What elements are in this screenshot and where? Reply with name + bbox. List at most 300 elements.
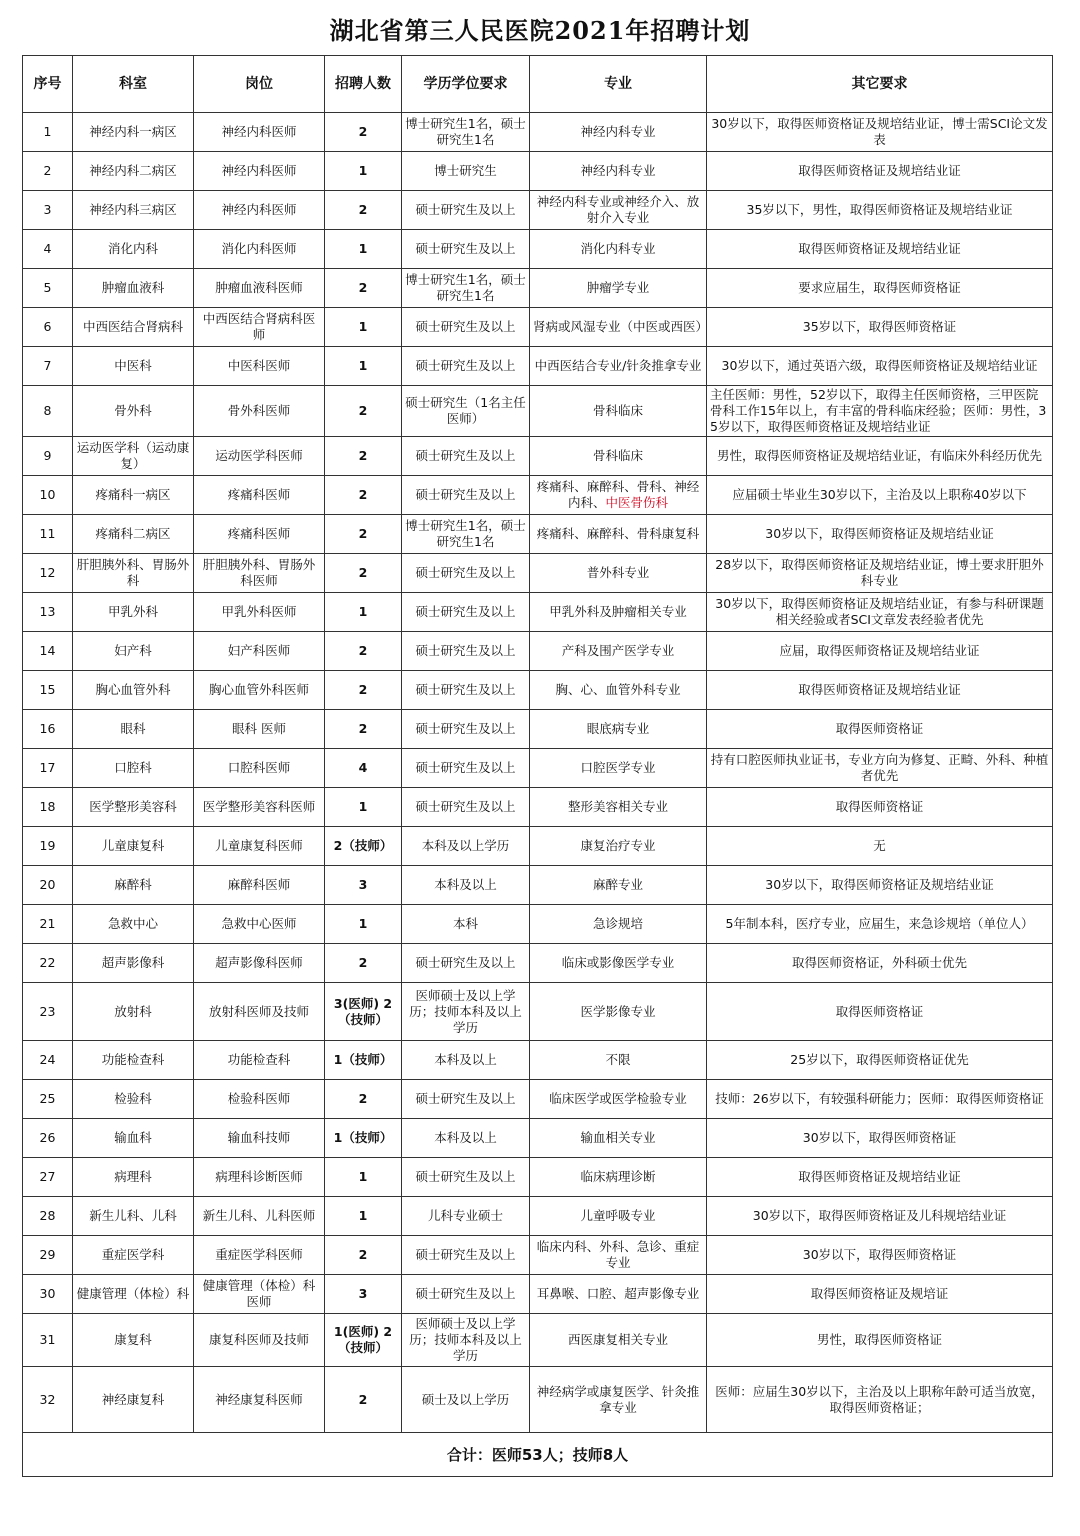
cell-edu: [402, 1367, 530, 1433]
cell-dept: [73, 1367, 194, 1433]
cell-other: [707, 1119, 1053, 1158]
cell-no: [23, 905, 73, 944]
cell-no-text: 7: [43, 358, 52, 373]
cell-no: [23, 230, 73, 269]
cell-post-text: 疼痛科医师: [227, 487, 291, 502]
cell-major-text: 胸、心、血管外科专业: [555, 682, 681, 697]
cell-count-text: 1(医师) 2（技师）: [333, 1324, 393, 1355]
cell-other-text: 取得医师资格证: [835, 1003, 924, 1019]
cell-no-text: 24: [39, 1052, 56, 1067]
cell-post-text: 儿童康复科医师: [215, 838, 303, 853]
cell-no-text: 25: [39, 1091, 56, 1106]
cell-no: [23, 1314, 73, 1367]
table-row: [23, 710, 1053, 749]
cell-no-text: 8: [43, 403, 52, 418]
cell-count: [325, 710, 402, 749]
cell-no: [23, 983, 73, 1041]
cell-post-text: 骨外科医师: [227, 403, 291, 418]
cell-major: [530, 788, 707, 827]
cell-count: [325, 1041, 402, 1080]
cell-post: [194, 347, 325, 386]
cell-post-text: 中医科医师: [227, 358, 291, 373]
cell-edu: [402, 269, 530, 308]
cell-other: [707, 671, 1053, 710]
cell-post: [194, 866, 325, 905]
cell-post-text: 肿瘤血液科医师: [215, 280, 303, 295]
cell-post: [194, 1041, 325, 1080]
cell-no: [23, 1275, 73, 1314]
recruitment-table: [22, 55, 1053, 1477]
cell-dept-text: 运动医学科（运动康复）: [76, 440, 190, 471]
cell-major-text: 临床医学或医学检验专业: [549, 1091, 687, 1106]
table-row: [23, 476, 1053, 515]
cell-edu-text: 硕士研究生及以上: [415, 202, 516, 217]
cell-major: [530, 476, 707, 515]
cell-major: [530, 1314, 707, 1367]
table-row: [23, 230, 1053, 269]
cell-major-text: 消化内科专业: [580, 241, 656, 256]
cell-count-text: 2: [358, 487, 368, 502]
cell-other-text: 35岁以下，取得医师资格证: [802, 319, 957, 334]
cell-count: [325, 1119, 402, 1158]
cell-post: [194, 308, 325, 347]
cell-count-text: 2: [358, 643, 368, 658]
cell-edu-text: 硕士研究生及以上: [415, 799, 516, 814]
cell-no-text: 26: [39, 1130, 56, 1145]
cell-edu-text: 硕士研究生及以上: [415, 955, 516, 970]
table-row: [23, 788, 1053, 827]
cell-major-text: 肾病或风湿专业（中医或西医）: [533, 319, 709, 334]
cell-dept-text: 疼痛科一病区: [95, 487, 171, 502]
table-row: [23, 515, 1053, 554]
cell-edu-text: 硕士研究生及以上: [415, 1169, 516, 1184]
cell-major: [530, 308, 707, 347]
cell-major: [530, 191, 707, 230]
cell-post-text: 中西医结合肾病科医师: [202, 311, 316, 342]
cell-major-text: 神经内科专业: [580, 124, 656, 139]
cell-dept: [73, 476, 194, 515]
cell-other: [707, 191, 1053, 230]
cell-count: [325, 230, 402, 269]
cell-count-text: 2: [358, 955, 368, 970]
cell-other-text: 技师：26岁以下，有较强科研能力；医师：取得医师资格证: [715, 1091, 1044, 1106]
cell-other: [707, 554, 1053, 593]
cell-dept-text: 眼科: [120, 721, 146, 736]
cell-edu-text: 硕士研究生及以上: [415, 760, 516, 775]
cell-other-text: 持有口腔医师执业证书，专业方向为修复、正畸、外科、种植者优先: [710, 752, 1049, 783]
cell-major-text: 神经内科专业或神经介入、放射介入专业: [536, 194, 700, 225]
cell-major-text: 骨科临床: [592, 448, 643, 463]
cell-no-text: 2: [43, 163, 52, 178]
cell-count: [325, 476, 402, 515]
cell-dept-text: 妇产科: [114, 643, 152, 658]
cell-no: [23, 191, 73, 230]
cell-post: [194, 827, 325, 866]
cell-other: [707, 152, 1053, 191]
cell-other: [707, 827, 1053, 866]
cell-other: [707, 866, 1053, 905]
cell-count: [325, 386, 402, 437]
cell-count: [325, 1197, 402, 1236]
cell-edu-text: 硕士研究生及以上: [415, 721, 516, 736]
header-no: 序号: [23, 56, 73, 113]
cell-edu: [402, 788, 530, 827]
table-row: [23, 1197, 1053, 1236]
cell-no: [23, 1158, 73, 1197]
cell-major-text: 临床或影像医学专业: [561, 955, 675, 970]
cell-count: [325, 632, 402, 671]
cell-edu: [402, 905, 530, 944]
cell-edu-text: 儿科专业硕士: [427, 1208, 503, 1223]
cell-post: [194, 632, 325, 671]
cell-post: [194, 437, 325, 476]
cell-dept-text: 神经康复科: [101, 1391, 165, 1407]
cell-major-text: 疼痛科、麻醉科、骨科康复科: [536, 526, 700, 541]
cell-other: [707, 347, 1053, 386]
cell-other-text: 30岁以下，取得医师资格证: [802, 1247, 957, 1262]
cell-no-text: 21: [39, 916, 56, 931]
cell-post: [194, 1158, 325, 1197]
table-row: [23, 1119, 1053, 1158]
cell-no-text: 29: [39, 1247, 56, 1262]
cell-dept-text: 胸心血管外科: [95, 682, 171, 697]
cell-count-text: 2: [358, 403, 368, 418]
cell-major-text: 口腔医学专业: [580, 760, 656, 775]
cell-dept: [73, 710, 194, 749]
cell-edu: [402, 1080, 530, 1119]
cell-other: [707, 983, 1053, 1041]
cell-no: [23, 554, 73, 593]
cell-other-text: 应届，取得医师资格证及规培结业证: [779, 643, 980, 658]
cell-no: [23, 269, 73, 308]
cell-major: [530, 515, 707, 554]
cell-post-text: 检验科医师: [227, 1091, 291, 1106]
cell-edu: [402, 1314, 530, 1367]
cell-other: [707, 944, 1053, 983]
cell-dept-text: 放射科: [114, 1003, 152, 1019]
cell-post: [194, 1119, 325, 1158]
cell-edu: [402, 632, 530, 671]
cell-dept-text: 康复科: [114, 1332, 152, 1347]
cell-major: [530, 386, 707, 437]
cell-major: [530, 269, 707, 308]
table-row: [23, 944, 1053, 983]
cell-no: [23, 1080, 73, 1119]
table-row: [23, 632, 1053, 671]
cell-no-text: 3: [43, 202, 52, 217]
cell-no: [23, 1197, 73, 1236]
cell-count: [325, 593, 402, 632]
cell-edu: [402, 1119, 530, 1158]
cell-count-text: 3: [358, 877, 368, 892]
cell-edu-text: 本科及以上: [434, 1052, 497, 1067]
cell-edu-text: 硕士研究生及以上: [415, 1247, 516, 1262]
table-footer-row: [23, 1433, 1053, 1477]
cell-post: [194, 113, 325, 152]
cell-post-text: 肝胆胰外科、胃肠外科医师: [202, 557, 316, 588]
cell-edu-text: 硕士及以上学历: [421, 1391, 510, 1407]
cell-other-text: 取得医师资格证及规培结业证: [798, 163, 961, 178]
cell-dept-text: 肝胆胰外科、胃肠外科: [76, 557, 190, 588]
cell-other-text: 取得医师资格证及规培结业证: [798, 241, 961, 256]
cell-other-text: 28岁以下，取得医师资格证及规培结业证，博士要求肝胆外科专业: [715, 557, 1044, 588]
cell-post-text: 医学整形美容科医师: [202, 799, 316, 814]
cell-count-text: 1: [358, 358, 368, 373]
cell-dept: [73, 269, 194, 308]
cell-major: [530, 437, 707, 476]
cell-post-text: 健康管理（体检）科医师: [202, 1278, 316, 1309]
cell-no-text: 28: [39, 1208, 56, 1223]
cell-edu-text: 硕士研究生及以上: [415, 241, 516, 256]
cell-major-text: 疼痛科、麻醉科、骨科、神经内科、: [536, 479, 700, 510]
cell-major: [530, 1367, 707, 1433]
cell-other-text: 取得医师资格证: [835, 721, 924, 736]
cell-edu-text: 本科及以上: [434, 1130, 497, 1145]
table-row: [23, 1041, 1053, 1080]
cell-other-text: 要求应届生，取得医师资格证: [798, 280, 961, 295]
cell-no-text: 13: [39, 604, 56, 619]
cell-count: [325, 347, 402, 386]
cell-edu: [402, 308, 530, 347]
cell-count: [325, 827, 402, 866]
cell-edu: [402, 386, 530, 437]
cell-dept-text: 医学整形美容科: [89, 799, 177, 814]
table-row: [23, 1314, 1053, 1367]
cell-count: [325, 1275, 402, 1314]
table-row: [23, 905, 1053, 944]
cell-major: [530, 1197, 707, 1236]
cell-post-text: 重症医学科医师: [215, 1247, 303, 1262]
cell-post: [194, 593, 325, 632]
cell-major-text: 甲乳外科及肿瘤相关专业: [549, 604, 687, 619]
cell-other-text: 30岁以下，通过英语六级，取得医师资格证及规培结业证: [721, 358, 1038, 373]
cell-post: [194, 476, 325, 515]
cell-no-text: 19: [39, 838, 56, 853]
cell-post-text: 运动医学科医师: [215, 448, 303, 463]
cell-post-text: 眼科 医师: [232, 721, 286, 736]
cell-dept-text: 甲乳外科: [107, 604, 158, 619]
cell-edu-text: 硕士研究生及以上: [415, 358, 516, 373]
cell-dept: [73, 1041, 194, 1080]
cell-edu: [402, 515, 530, 554]
cell-dept-text: 麻醉科: [114, 877, 152, 892]
cell-post-text: 神经内科医师: [221, 202, 297, 217]
cell-edu-text: 博士研究生1名，硕士研究生1名: [405, 116, 526, 147]
cell-post-text: 胸心血管外科医师: [208, 682, 309, 697]
cell-count-text: 2: [358, 682, 368, 697]
cell-other: [707, 788, 1053, 827]
cell-no-text: 30: [39, 1286, 56, 1301]
cell-count-text: 2: [358, 202, 368, 217]
cell-post: [194, 230, 325, 269]
cell-no: [23, 515, 73, 554]
cell-edu-text: 硕士研究生及以上: [415, 448, 516, 463]
table-row: [23, 1080, 1053, 1119]
cell-post: [194, 191, 325, 230]
cell-dept-text: 中医科: [114, 358, 152, 373]
cell-post-text: 麻醉科医师: [227, 877, 291, 892]
table-row: [23, 554, 1053, 593]
cell-no-text: 32: [39, 1391, 56, 1407]
table-row: [23, 308, 1053, 347]
cell-no: [23, 386, 73, 437]
cell-dept-text: 口腔科: [114, 760, 152, 775]
cell-edu-text: 医师硕士及以上学历；技师本科及以上学历: [409, 987, 522, 1035]
cell-other: [707, 308, 1053, 347]
cell-count: [325, 866, 402, 905]
cell-no: [23, 827, 73, 866]
cell-major: [530, 554, 707, 593]
table-row: [23, 1236, 1053, 1275]
cell-edu: [402, 593, 530, 632]
cell-major: [530, 1158, 707, 1197]
cell-edu: [402, 1158, 530, 1197]
cell-edu: [402, 437, 530, 476]
cell-major-text: 麻醉专业: [592, 877, 643, 892]
cell-no-text: 14: [39, 643, 56, 658]
header-edu: 学历学位要求: [402, 56, 530, 113]
cell-dept-text: 神经内科三病区: [89, 202, 177, 217]
cell-other: [707, 632, 1053, 671]
cell-major-text: 西医康复相关专业: [567, 1332, 668, 1347]
cell-other: [707, 476, 1053, 515]
cell-major: [530, 671, 707, 710]
cell-post-text: 疼痛科医师: [227, 526, 291, 541]
cell-other-text: 25岁以下，取得医师资格证优先: [790, 1052, 969, 1067]
cell-post-text: 神经康复科医师: [215, 1391, 303, 1407]
cell-edu: [402, 671, 530, 710]
cell-no: [23, 1041, 73, 1080]
cell-count-text: 2: [358, 280, 368, 295]
cell-count: [325, 671, 402, 710]
cell-post-text: 康复科医师及技师: [208, 1332, 309, 1347]
cell-no: [23, 308, 73, 347]
cell-major-text: 普外科专业: [586, 565, 650, 580]
table-row: [23, 671, 1053, 710]
cell-dept-text: 急救中心: [107, 916, 158, 931]
cell-dept: [73, 1080, 194, 1119]
cell-major-text: 中西医结合专业/针灸推拿专业: [534, 358, 702, 373]
cell-major: [530, 230, 707, 269]
cell-edu: [402, 191, 530, 230]
cell-no-text: 27: [39, 1169, 56, 1184]
page-title: 湖北省第三人民医院2021年招聘计划: [329, 16, 751, 45]
cell-other-text: 5年制本科，医疗专业，应届生，来急诊规培（单位人）: [725, 916, 1034, 931]
cell-major-text: 眼底病专业: [586, 721, 650, 736]
cell-count-text: 1（技师）: [333, 1130, 393, 1145]
cell-other-text: 医师：应届生30岁以下，主治及以上职称年龄可适当放宽，取得医师资格证；: [715, 1383, 1044, 1415]
cell-no-text: 18: [39, 799, 56, 814]
cell-other: [707, 113, 1053, 152]
cell-dept: [73, 152, 194, 191]
cell-other-text: 35岁以下，男性，取得医师资格证及规培结业证: [746, 202, 1013, 217]
cell-edu: [402, 1275, 530, 1314]
table-row: [23, 191, 1053, 230]
cell-count-text: 1: [358, 799, 368, 814]
header-count: 招聘人数: [325, 56, 402, 113]
cell-count: [325, 788, 402, 827]
cell-dept-text: 骨外科: [114, 403, 152, 418]
cell-count: [325, 1367, 402, 1433]
cell-edu: [402, 827, 530, 866]
cell-no-text: 4: [43, 241, 52, 256]
cell-count: [325, 1314, 402, 1367]
cell-post: [194, 1080, 325, 1119]
cell-dept-text: 神经内科一病区: [89, 124, 177, 139]
cell-no: [23, 152, 73, 191]
table-row: [23, 1367, 1053, 1433]
cell-post-text: 消化内科医师: [221, 241, 297, 256]
cell-no: [23, 632, 73, 671]
cell-other: [707, 710, 1053, 749]
cell-edu-text: 硕士研究生及以上: [415, 1286, 516, 1301]
cell-post: [194, 983, 325, 1041]
cell-major: [530, 983, 707, 1041]
cell-edu-text: 博士研究生1名，硕士研究生1名: [405, 518, 526, 549]
cell-count-text: 2: [358, 1391, 368, 1407]
cell-major: [530, 1119, 707, 1158]
cell-no-text: 16: [39, 721, 56, 736]
cell-major-text: 整形美容相关专业: [567, 799, 668, 814]
cell-no-text: 22: [39, 955, 56, 970]
cell-other: [707, 1314, 1053, 1367]
cell-edu: [402, 554, 530, 593]
cell-dept: [73, 983, 194, 1041]
cell-major: [530, 866, 707, 905]
cell-edu: [402, 476, 530, 515]
cell-post: [194, 788, 325, 827]
cell-dept: [73, 347, 194, 386]
cell-dept-text: 输血科: [114, 1130, 152, 1145]
cell-dept-text: 消化内科: [107, 241, 158, 256]
total-summary: 合计：医师53人；技师8人: [23, 1433, 1053, 1477]
cell-edu: [402, 1041, 530, 1080]
cell-no: [23, 710, 73, 749]
cell-no: [23, 437, 73, 476]
cell-count: [325, 1158, 402, 1197]
cell-dept-text: 重症医学科: [101, 1247, 165, 1262]
cell-no-text: 12: [39, 565, 56, 580]
cell-count: [325, 308, 402, 347]
cell-dept-text: 神经内科二病区: [89, 163, 177, 178]
cell-post-text: 放射科医师及技师: [208, 1003, 309, 1019]
table-row: [23, 269, 1053, 308]
cell-dept: [73, 1158, 194, 1197]
cell-no-text: 10: [39, 487, 56, 502]
cell-major: [530, 593, 707, 632]
header-post: 岗位: [194, 56, 325, 113]
cell-dept-text: 肿瘤血液科: [101, 280, 165, 295]
cell-edu-text: 本科及以上: [434, 877, 497, 892]
cell-count-text: 2（技师）: [333, 838, 393, 853]
cell-edu-text: 硕士研究生及以上: [415, 682, 516, 697]
cell-post: [194, 1236, 325, 1275]
cell-dept: [73, 308, 194, 347]
cell-edu-text: 博士研究生1名，硕士研究生1名: [405, 272, 526, 303]
cell-major: [530, 1080, 707, 1119]
table-row: [23, 1158, 1053, 1197]
cell-post: [194, 710, 325, 749]
cell-dept: [73, 230, 194, 269]
cell-major: [530, 1041, 707, 1080]
cell-count: [325, 554, 402, 593]
cell-major-highlight: 中医骨伤科: [605, 495, 669, 510]
cell-count-text: 1: [358, 916, 368, 931]
cell-count: [325, 1080, 402, 1119]
cell-other-text: 应届硕士毕业生30岁以下，主治及以上职称40岁以下: [732, 487, 1027, 502]
cell-edu: [402, 983, 530, 1041]
cell-dept: [73, 905, 194, 944]
